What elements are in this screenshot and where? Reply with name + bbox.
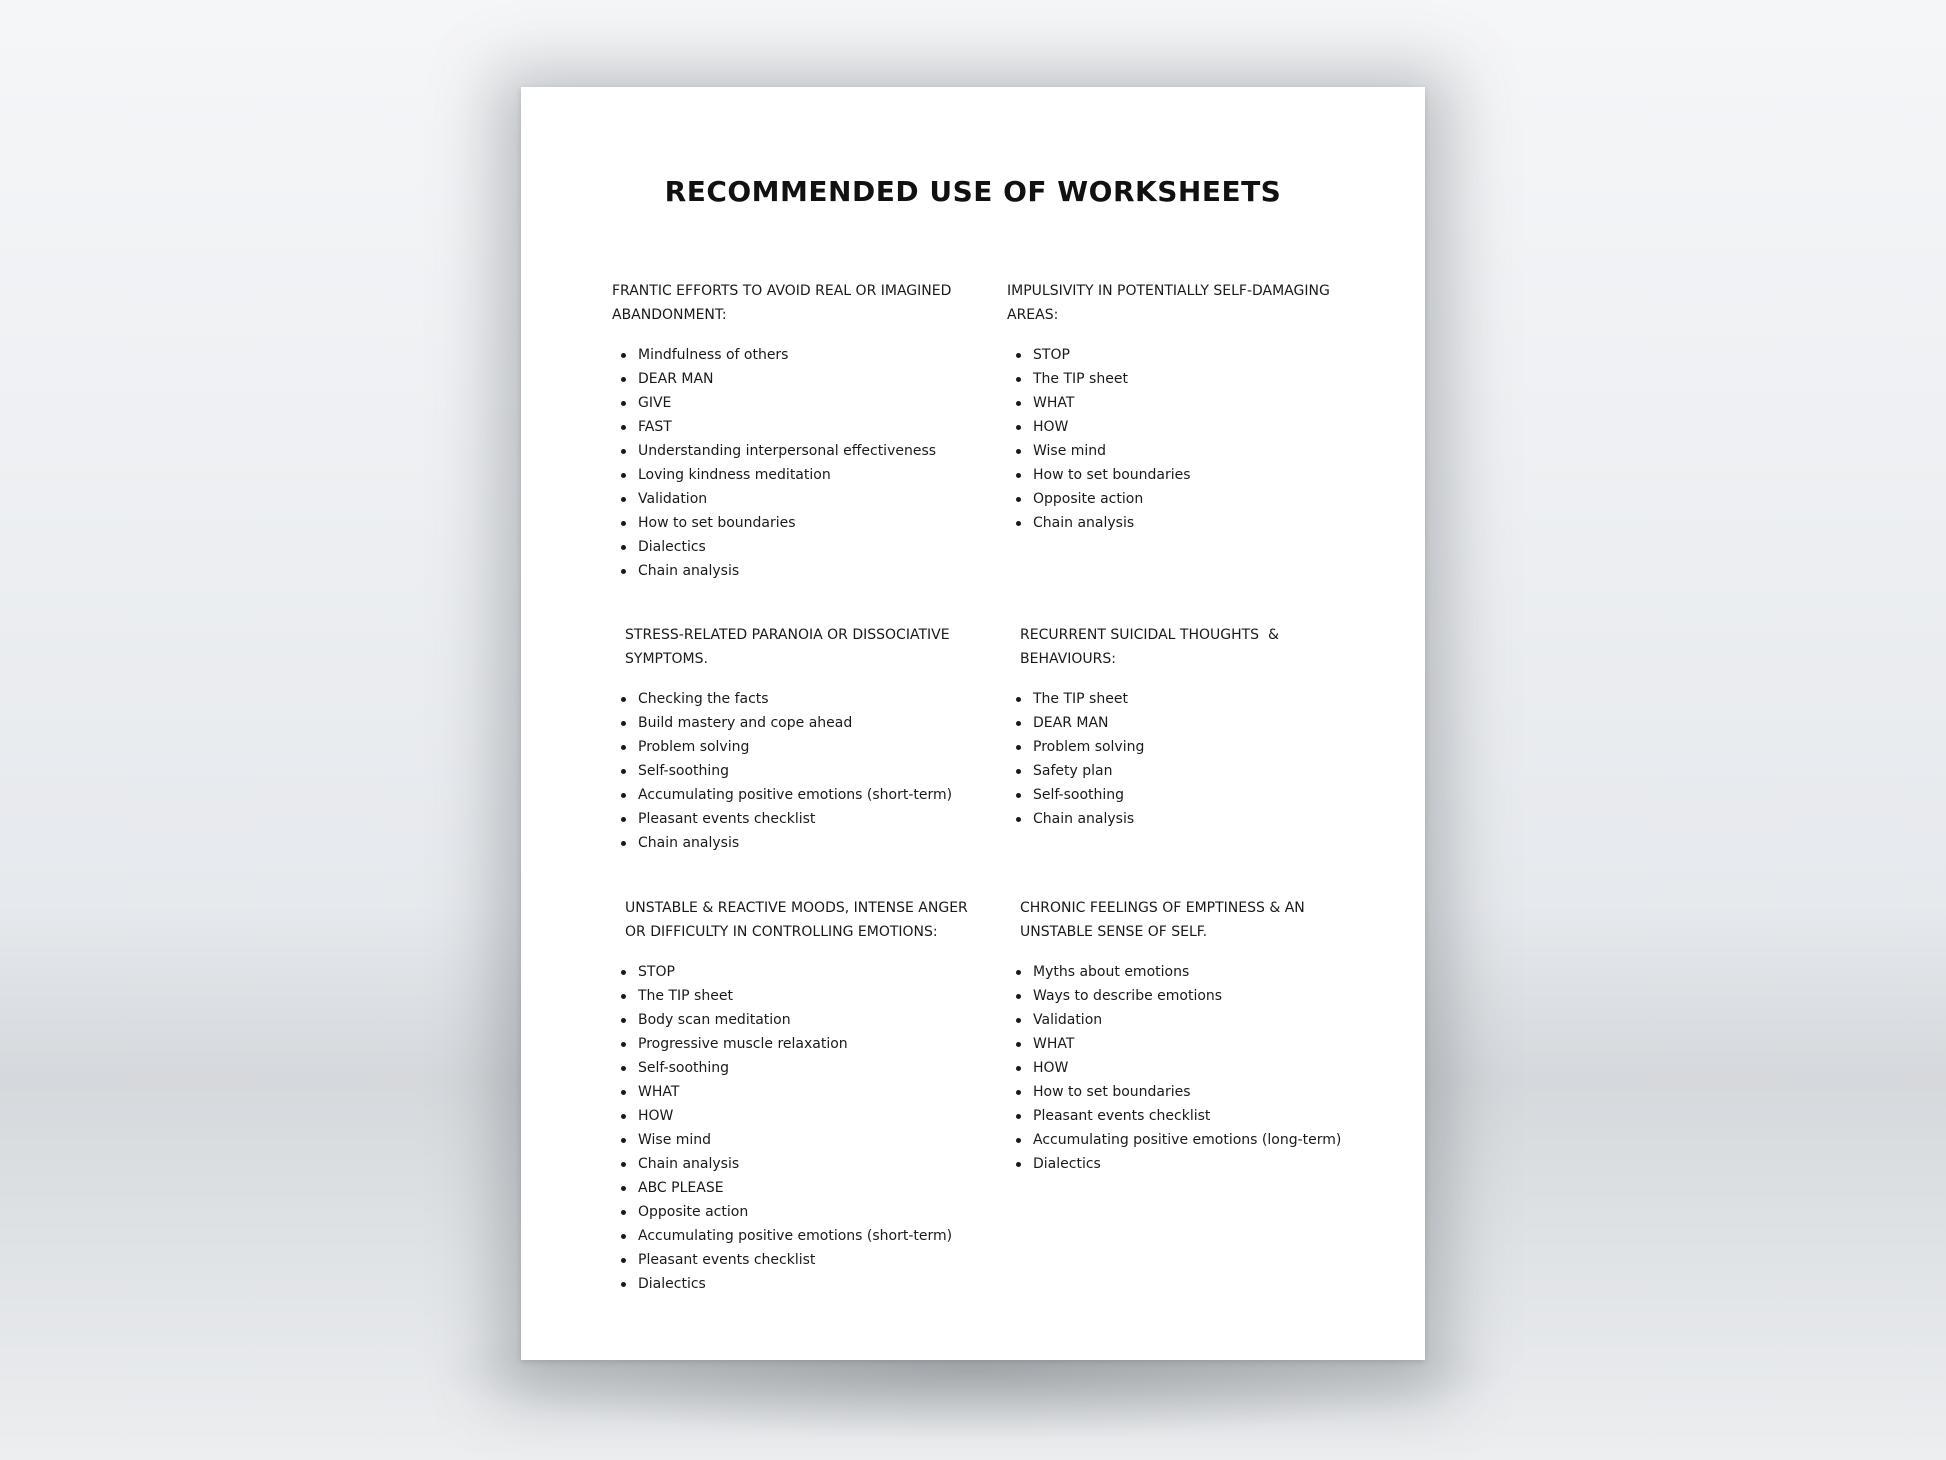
worksheet-list [612,687,952,855]
list-item [1007,984,1347,1008]
section-heading-line: ABANDONMENT: [612,307,727,323]
list-item-label: Opposite action [1033,491,1144,507]
list-item [1007,439,1347,463]
bullet-icon [1016,817,1021,822]
section-heading [1007,896,1347,944]
list-item-label: Accumulating positive emotions (short-term) [638,787,953,803]
list-item [612,831,952,855]
worksheet-list [1007,343,1347,535]
list-item-label: Safety plan [1033,763,1113,779]
list-item-label: Understanding interpersonal effectiveness [638,443,937,459]
list-item-label: Problem solving [1033,739,1145,755]
list-item-label: Wise mind [1033,443,1107,459]
bullet-icon [621,497,626,502]
bullet-icon [621,425,626,430]
list-item-label: Chain analysis [638,563,740,579]
list-item [612,759,952,783]
bullet-icon [621,1186,626,1191]
section-heading-line: UNSTABLE SENSE OF SELF. [1020,924,1208,940]
list-item-label: DEAR MAN [638,371,714,387]
section-unstable-moods [612,896,972,1296]
list-item [612,535,952,559]
section-heading-line: AREAS: [1007,307,1059,323]
list-item [1007,415,1347,439]
list-item-label: Dialectics [638,1276,706,1292]
list-item [612,735,952,759]
list-item [1007,807,1347,831]
list-item [1007,391,1347,415]
list-item-label: Progressive muscle relaxation [638,1036,848,1052]
list-item [612,711,952,735]
list-item-label: Chain analysis [638,835,740,851]
list-item-label: ABC PLEASE [638,1180,724,1196]
list-item-label: The TIP sheet [638,988,733,1004]
list-item-label: Self-soothing [638,763,730,779]
list-item-label: STOP [1033,347,1070,363]
list-item [612,1272,972,1296]
section-heading [612,896,972,944]
bullet-icon [621,1066,626,1071]
bullet-icon [1016,745,1021,750]
section-heading-line: BEHAVIOURS: [1020,651,1116,667]
list-item [612,960,972,984]
bullet-icon [1016,1114,1021,1119]
list-item-label: How to set boundaries [638,515,796,531]
list-item [612,1128,972,1152]
list-item-label: DEAR MAN [1033,715,1109,731]
list-item [612,1104,972,1128]
bullet-icon [1016,1090,1021,1095]
list-item [1007,1080,1347,1104]
section-emptiness [1007,896,1347,1176]
list-item-label: HOW [1033,1060,1069,1076]
list-item-label: Myths about emotions [1033,964,1190,980]
list-item [612,1056,972,1080]
list-item-label: Accumulating positive emotions (short-term) [638,1228,953,1244]
list-item-label: WHAT [638,1084,680,1100]
bullet-icon [1016,721,1021,726]
bullet-icon [621,473,626,478]
list-item-label: HOW [1033,419,1069,435]
list-item [1007,735,1347,759]
bullet-icon [621,697,626,702]
list-item [612,415,952,439]
bullet-icon [621,1210,626,1215]
section-heading [1007,279,1347,327]
bullet-icon [621,817,626,822]
list-item-label: Pleasant events checklist [638,811,816,827]
list-item-label: Wise mind [638,1132,712,1148]
bullet-icon [1016,1162,1021,1167]
section-heading-line: UNSTABLE & REACTIVE MOODS, INTENSE ANGER [625,900,968,916]
list-item [612,1200,972,1224]
bullet-icon [1016,793,1021,798]
list-item-label: Validation [1033,1012,1103,1028]
worksheet-list [612,960,972,1296]
bullet-icon [621,1258,626,1263]
bullet-icon [621,793,626,798]
list-item [1007,711,1347,735]
list-item [1007,367,1347,391]
list-item [612,439,952,463]
list-item-label: Chain analysis [638,1156,740,1172]
bullet-icon [621,377,626,382]
list-item [612,367,952,391]
bullet-icon [621,1282,626,1287]
section-heading [1007,623,1347,671]
list-item [612,1152,972,1176]
list-item [612,1224,972,1248]
list-item-label: How to set boundaries [1033,467,1191,483]
list-item-label: The TIP sheet [1033,691,1128,707]
list-item [1007,759,1347,783]
list-item-label: Chain analysis [1033,811,1135,827]
bullet-icon [621,1234,626,1239]
list-item-label: How to set boundaries [1033,1084,1191,1100]
list-item-label: Dialectics [638,539,706,555]
list-item [612,511,952,535]
section-heading-line: OR DIFFICULTY IN CONTROLLING EMOTIONS: [625,924,938,940]
section-heading-line: FRANTIC EFFORTS TO AVOID REAL OR IMAGINED [612,283,952,299]
list-item [612,559,952,583]
bullet-icon [621,1138,626,1143]
bullet-icon [621,1042,626,1047]
bullet-icon [1016,1138,1021,1143]
list-item [1007,511,1347,535]
section-suicidal-thoughts [1007,623,1347,831]
bullet-icon [621,721,626,726]
list-item [1007,343,1347,367]
list-item-label: Opposite action [638,1204,749,1220]
list-item-label: Body scan meditation [638,1012,791,1028]
list-item-label: STOP [638,964,675,980]
bullet-icon [621,970,626,975]
list-item-label: The TIP sheet [1033,371,1128,387]
list-item [1007,487,1347,511]
bullet-icon [1016,353,1021,358]
list-item [612,463,952,487]
bullet-icon [621,994,626,999]
bullet-icon [621,353,626,358]
worksheet-list [612,343,952,583]
bullet-icon [621,1018,626,1023]
list-item-label: Problem solving [638,739,750,755]
list-item-label: Ways to describe emotions [1033,988,1223,1004]
list-item-label: Dialectics [1033,1156,1101,1172]
bullet-icon [1016,1066,1021,1071]
list-item [1007,1032,1347,1056]
section-paranoia-dissociation [612,623,952,855]
section-impulsivity [1007,279,1347,535]
bullet-icon [1016,377,1021,382]
bullet-icon [621,1162,626,1167]
list-item-label: Loving kindness meditation [638,467,831,483]
bullet-icon [621,521,626,526]
list-item-label: WHAT [1033,395,1075,411]
list-item [1007,1056,1347,1080]
bullet-icon [1016,449,1021,454]
list-item [612,1248,972,1272]
bullet-icon [1016,401,1021,406]
list-item [612,1008,972,1032]
bullet-icon [1016,769,1021,774]
list-item [1007,1152,1347,1176]
list-item [612,1080,972,1104]
worksheet-page [521,87,1425,1360]
bullet-icon [1016,970,1021,975]
section-heading-line: CHRONIC FEELINGS OF EMPTINESS & AN [1020,900,1305,916]
list-item [1007,1104,1347,1128]
section-abandonment [612,279,952,583]
list-item-label: Mindfulness of others [638,347,789,363]
bullet-icon [621,401,626,406]
list-item [1007,463,1347,487]
list-item-label: FAST [638,419,672,435]
bullet-icon [1016,1042,1021,1047]
section-heading [612,279,952,327]
list-item-label: Pleasant events checklist [1033,1108,1211,1124]
list-item [612,783,952,807]
bullet-icon [621,545,626,550]
worksheet-list [1007,960,1347,1176]
list-item [612,487,952,511]
list-item [1007,1128,1347,1152]
list-item [1007,960,1347,984]
bullet-icon [621,769,626,774]
list-item-label: GIVE [638,395,672,411]
document-title: RECOMMENDED USE OF WORKSHEETS [664,175,1282,208]
list-item [612,687,952,711]
worksheet-list [1007,687,1347,831]
section-heading-line: RECURRENT SUICIDAL THOUGHTS & [1020,627,1279,643]
bullet-icon [1016,1018,1021,1023]
list-item [1007,783,1347,807]
list-item [612,1032,972,1056]
bullet-icon [621,569,626,574]
list-item [1007,687,1347,711]
bullet-icon [621,449,626,454]
section-heading-line: STRESS-RELATED PARANOIA OR DISSOCIATIVE [625,627,950,643]
bullet-icon [621,1114,626,1119]
list-item-label: Self-soothing [638,1060,730,1076]
list-item-label: HOW [638,1108,674,1124]
list-item [612,807,952,831]
list-item-label: Pleasant events checklist [638,1252,816,1268]
section-heading-line: IMPULSIVITY IN POTENTIALLY SELF-DAMAGING [1007,283,1330,299]
list-item-label: Accumulating positive emotions (long-term) [1033,1132,1342,1148]
list-item-label: Chain analysis [1033,515,1135,531]
bullet-icon [1016,994,1021,999]
list-item-label: Self-soothing [1033,787,1125,803]
list-item [612,984,972,1008]
bullet-icon [1016,497,1021,502]
section-heading [612,623,952,671]
list-item-label: Validation [638,491,708,507]
bullet-icon [621,1090,626,1095]
list-item-label: WHAT [1033,1036,1075,1052]
bullet-icon [621,841,626,846]
bullet-icon [1016,473,1021,478]
list-item-label: Build mastery and cope ahead [638,715,853,731]
list-item [612,1176,972,1200]
list-item-label: Checking the facts [638,691,769,707]
bullet-icon [1016,521,1021,526]
bullet-icon [621,745,626,750]
section-heading-line: SYMPTOMS. [625,651,708,667]
list-item [612,343,952,367]
list-item [1007,1008,1347,1032]
bullet-icon [1016,697,1021,702]
list-item [612,391,952,415]
bullet-icon [1016,425,1021,430]
